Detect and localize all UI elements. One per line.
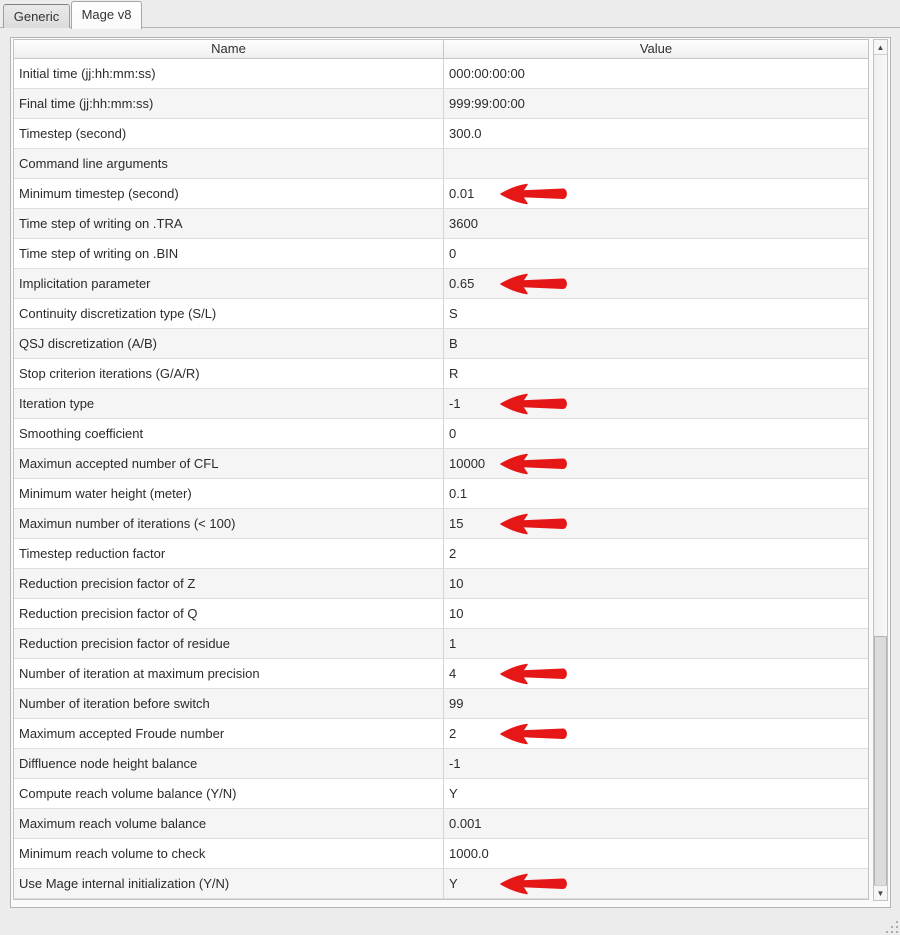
row-value-cell[interactable]	[444, 419, 868, 448]
row-name-cell	[14, 119, 444, 148]
red-arrow-icon	[499, 393, 571, 415]
row-value: 0.1	[449, 486, 468, 501]
row-value-cell[interactable]	[444, 329, 868, 358]
row-value: 2	[449, 546, 457, 561]
row-value-cell[interactable]	[444, 509, 868, 538]
table-row[interactable]	[14, 749, 868, 779]
row-value: 15	[449, 516, 464, 531]
scroll-up-button[interactable]	[874, 40, 887, 55]
resize-grip-icon[interactable]	[880, 915, 898, 933]
row-value: -1	[449, 756, 461, 771]
row-value: -1	[449, 396, 461, 411]
row-value: B	[449, 336, 458, 351]
row-value: 3600	[449, 216, 478, 231]
row-name-cell	[14, 599, 444, 628]
row-value-cell[interactable]	[444, 359, 868, 388]
row-value: 0.65	[449, 276, 475, 291]
row-value: 0.01	[449, 186, 475, 201]
row-value-cell[interactable]	[444, 869, 868, 898]
row-value-cell[interactable]	[444, 839, 868, 868]
table-row[interactable]	[14, 509, 868, 539]
red-arrow-icon	[499, 873, 571, 895]
row-value: 10000	[449, 456, 486, 471]
row-name: Reduction precision factor of Q	[19, 606, 198, 621]
row-name-cell	[14, 509, 444, 538]
row-name-cell	[14, 479, 444, 508]
row-name: Continuity discretization type (S/L)	[19, 306, 217, 321]
row-name: Maximum reach volume balance	[19, 816, 207, 831]
row-name: Initial time (jj:hh:mm:ss)	[19, 66, 156, 81]
row-name-cell	[14, 269, 444, 298]
row-name: QSJ discretization (A/B)	[19, 336, 157, 351]
row-name: Time step of writing on .TRA	[19, 216, 183, 231]
row-value-cell[interactable]	[444, 389, 868, 418]
table-row[interactable]	[14, 239, 868, 269]
row-value-cell[interactable]	[444, 119, 868, 148]
row-name-cell	[14, 719, 444, 748]
row-name-cell	[14, 179, 444, 208]
table-row[interactable]	[14, 569, 868, 599]
table-row[interactable]	[14, 269, 868, 299]
row-name: Final time (jj:hh:mm:ss)	[19, 96, 154, 111]
table-row[interactable]	[14, 839, 868, 869]
row-value: R	[449, 366, 459, 381]
table-row[interactable]	[14, 329, 868, 359]
row-name-cell	[14, 449, 444, 478]
scroll-down-button[interactable]	[874, 885, 887, 900]
table-row[interactable]	[14, 59, 868, 89]
table-row[interactable]	[14, 689, 868, 719]
row-value: 999:99:00:00	[449, 96, 525, 111]
red-arrow-icon	[499, 723, 571, 745]
row-name-cell	[14, 569, 444, 598]
table-body	[14, 59, 868, 899]
vertical-scrollbar[interactable]	[873, 39, 888, 901]
table-row[interactable]	[14, 869, 868, 899]
table-row[interactable]	[14, 659, 868, 689]
row-value: S	[449, 306, 458, 321]
table-row[interactable]	[14, 299, 868, 329]
row-name: Minimum reach volume to check	[19, 846, 206, 861]
status-bar	[0, 908, 900, 935]
row-value: 000:00:00:00	[449, 66, 525, 81]
table-row[interactable]	[14, 359, 868, 389]
row-value-cell[interactable]	[444, 89, 868, 118]
tab-generic-label: Generic	[13, 9, 60, 24]
row-name: Number of iteration before switch	[19, 696, 210, 711]
row-name: Minimum water height (meter)	[19, 486, 192, 501]
row-name-cell	[14, 59, 444, 88]
row-name: Implicitation parameter	[19, 276, 151, 291]
row-name-cell	[14, 839, 444, 868]
row-name: Iteration type	[19, 396, 95, 411]
row-name: Command line arguments	[19, 156, 168, 171]
tab-mage-v8[interactable]	[71, 1, 142, 29]
red-arrow-icon	[499, 183, 571, 205]
row-name: Smoothing coefficient	[19, 426, 144, 441]
row-value-cell[interactable]	[444, 449, 868, 478]
row-value-cell[interactable]	[444, 269, 868, 298]
row-value: 1	[449, 636, 457, 651]
table-row[interactable]	[14, 449, 868, 479]
row-name: Maximun accepted number of CFL	[19, 456, 219, 471]
table-row[interactable]	[14, 599, 868, 629]
row-value: Y	[449, 876, 458, 891]
row-value-cell[interactable]	[444, 149, 868, 178]
row-name: Reduction precision factor of Z	[19, 576, 196, 591]
row-value-cell[interactable]	[444, 209, 868, 238]
table-row[interactable]	[14, 119, 868, 149]
row-value: 0	[449, 426, 457, 441]
row-value: 0	[449, 246, 457, 261]
row-name: Stop criterion iterations (G/A/R)	[19, 366, 200, 381]
table-row[interactable]	[14, 419, 868, 449]
row-name-cell	[14, 389, 444, 418]
row-value: 10	[449, 606, 464, 621]
scroll-down-icon: ▼	[876, 888, 885, 898]
parameter-panel	[10, 37, 891, 908]
row-name: Compute reach volume balance (Y/N)	[19, 786, 237, 801]
tab-mage-v8-label: Mage v8	[81, 7, 132, 22]
row-name-cell	[14, 149, 444, 178]
table-row[interactable]	[14, 149, 868, 179]
row-value: Y	[449, 786, 458, 801]
row-name-cell	[14, 359, 444, 388]
row-name-cell	[14, 239, 444, 268]
row-value-cell[interactable]	[444, 719, 868, 748]
table-row[interactable]	[14, 809, 868, 839]
row-name: Timestep reduction factor	[19, 546, 166, 561]
row-name-cell	[14, 689, 444, 718]
row-name-cell	[14, 299, 444, 328]
row-value-cell[interactable]	[444, 299, 868, 328]
row-value: 300.0	[449, 126, 482, 141]
row-name: Diffluence node height balance	[19, 756, 198, 771]
row-name: Minimum timestep (second)	[19, 186, 179, 201]
row-value-cell[interactable]	[444, 539, 868, 568]
column-header-name[interactable]: Name	[14, 40, 444, 58]
row-value-cell[interactable]	[444, 599, 868, 628]
row-value: 2	[449, 726, 457, 741]
row-name-cell	[14, 869, 444, 898]
row-name: Reduction precision factor of residue	[19, 636, 231, 651]
row-value: 99	[449, 696, 464, 711]
row-value: 0.001	[449, 816, 482, 831]
row-name: Time step of writing on .BIN	[19, 246, 179, 261]
row-name-cell	[14, 749, 444, 778]
table-row[interactable]	[14, 629, 868, 659]
row-value-cell[interactable]	[444, 749, 868, 778]
table-row[interactable]	[14, 719, 868, 749]
row-name: Maximun number of iterations (< 100)	[19, 516, 236, 531]
parameter-table	[13, 39, 869, 900]
column-header-value[interactable]: Value	[639, 41, 673, 56]
red-arrow-icon	[499, 273, 571, 295]
table-row[interactable]	[14, 539, 868, 569]
tab-generic[interactable]	[3, 4, 70, 28]
row-name-cell	[14, 89, 444, 118]
table-row[interactable]	[14, 779, 868, 809]
row-value-cell[interactable]	[444, 689, 868, 718]
row-name-cell	[14, 539, 444, 568]
row-value: 1000.0	[449, 846, 489, 861]
row-value-cell[interactable]	[444, 629, 868, 658]
row-name-cell	[14, 809, 444, 838]
row-name: Number of iteration at maximum precision	[19, 666, 260, 681]
table-row[interactable]	[14, 389, 868, 419]
row-value-cell[interactable]	[444, 59, 868, 88]
row-name: Use Mage internal initialization (Y/N)	[19, 876, 230, 891]
table-header	[14, 40, 868, 59]
row-name-cell	[14, 779, 444, 808]
table-row[interactable]	[14, 89, 868, 119]
row-name-cell	[14, 209, 444, 238]
row-name-cell	[14, 659, 444, 688]
scroll-up-icon: ▲	[876, 42, 885, 52]
row-value-cell[interactable]	[444, 659, 868, 688]
row-value-cell[interactable]	[444, 809, 868, 838]
red-arrow-icon	[499, 453, 571, 475]
row-name: Timestep (second)	[19, 126, 127, 141]
row-value: 4	[449, 666, 457, 681]
row-name-cell	[14, 329, 444, 358]
row-value-cell[interactable]	[444, 569, 868, 598]
red-arrow-icon	[499, 663, 571, 685]
table-row[interactable]	[14, 179, 868, 209]
row-value-cell[interactable]	[444, 479, 868, 508]
row-name-cell	[14, 629, 444, 658]
row-name-cell	[14, 419, 444, 448]
row-name: Maximum accepted Froude number	[19, 726, 225, 741]
row-value-cell[interactable]	[444, 779, 868, 808]
row-value: 10	[449, 576, 464, 591]
row-value-cell[interactable]	[444, 179, 868, 208]
table-row[interactable]	[14, 479, 868, 509]
red-arrow-icon	[499, 513, 571, 535]
scrollbar-thumb[interactable]	[874, 636, 887, 886]
table-row[interactable]	[14, 209, 868, 239]
row-value-cell[interactable]	[444, 239, 868, 268]
